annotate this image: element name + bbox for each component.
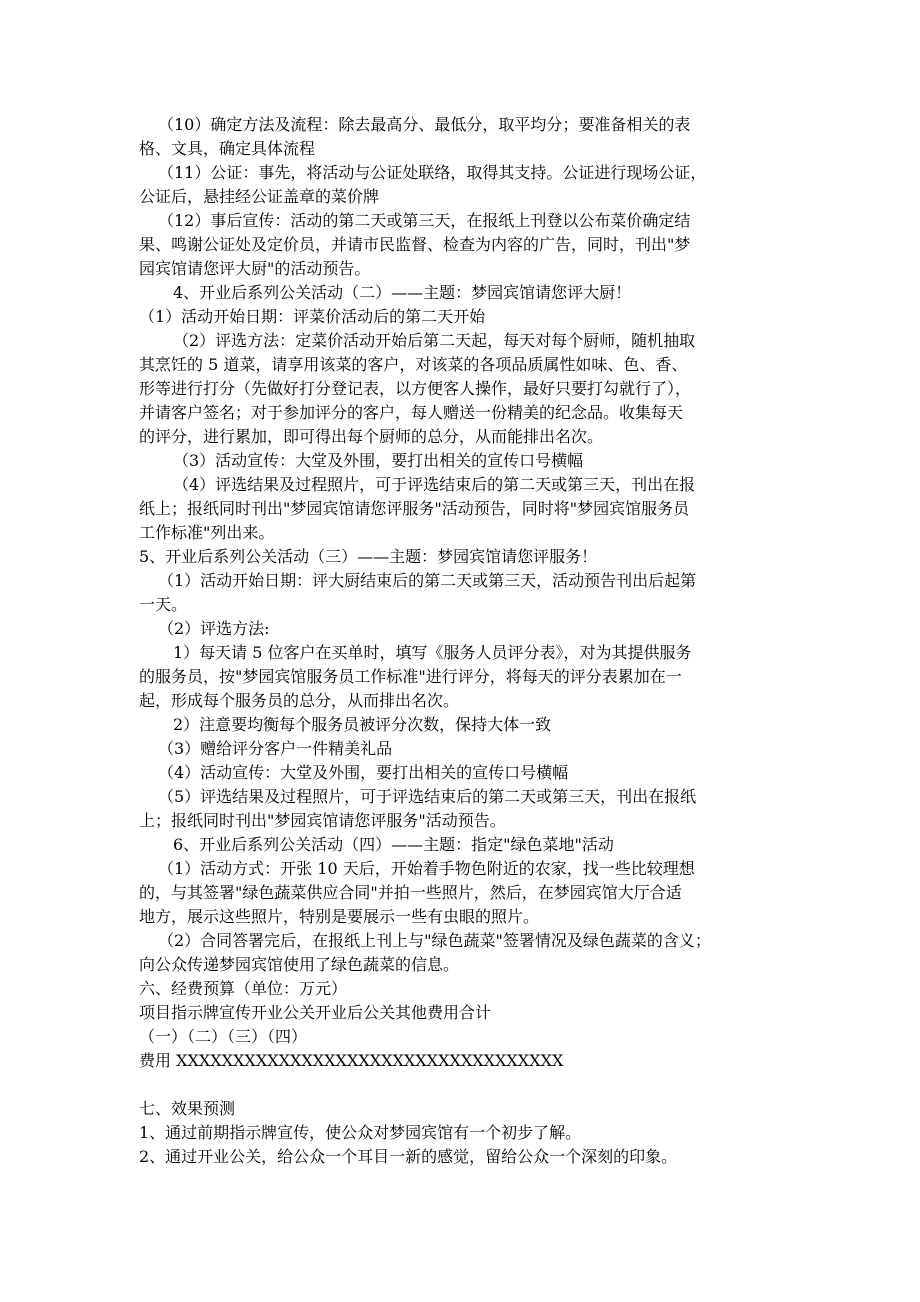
- budget-table-subheader: （一）（二）（三）（四）: [139, 1027, 308, 1046]
- text-line: 2）注意要均衡每个服务员被评分次数，保持大体一致: [173, 715, 552, 734]
- text-line: （4）评选结果及过程照片，可于评选结束后的第二天或第三天，刊出在报: [173, 475, 696, 494]
- text-line: （10）确定方法及流程：除去最高分、最低分，取平均分；要准备相关的表: [158, 115, 691, 134]
- text-line: 1、通过前期指示牌宣传，使公众对梦园宾馆有一个初步了解。: [139, 1123, 582, 1142]
- text-line: 起，形成每个服务员的总分，从而排出名次。: [139, 691, 460, 710]
- text-line: 其烹饪的 5 道菜，请享用该菜的客户，对该菜的各项品质属性如味、色、香、: [139, 355, 688, 374]
- text-line: 园宾馆请您评大厨"的活动预告。: [139, 259, 371, 278]
- section-heading: 6、开业后系列公关活动（四）——主题：指定"绿色菜地"活动: [173, 835, 614, 854]
- text-line: （11）公证：事先，将活动与公证处联络，取得其支持。公证进行现场公证，: [158, 163, 707, 182]
- text-line: 工作标准"列出来。: [139, 523, 275, 542]
- text-line: 的评分，进行累加，即可得出每个厨师的总分，从而能排出名次。: [139, 427, 604, 446]
- text-line: 的服务员，按"梦园宾馆服务员工作标准"进行评分，将每天的评分表累加在一: [139, 667, 682, 686]
- text-line: 一天。: [139, 595, 188, 614]
- text-line: （1）活动方式：开张 10 天后，开始着手物色附近的农家，找一些比较理想: [158, 859, 695, 878]
- text-line: 纸上；报纸同时刊出"梦园宾馆请您评服务"活动预告，同时将"梦园宾馆服务员: [139, 499, 690, 518]
- text-line: 向公众传递梦园宾馆使用了绿色蔬菜的信息。: [139, 955, 460, 974]
- budget-table-header: 项目指示牌宣传开业公关开业后公关其他费用合计: [139, 1003, 492, 1022]
- text-line: （1）活动开始日期：评菜价活动后的第二天开始: [139, 307, 486, 326]
- text-line: 1）每天请 5 位客户在买单时，填写《服务人员评分表》，对为其提供服务: [173, 643, 692, 662]
- text-line: 上；报纸同时刊出"梦园宾馆请您评服务"活动预告。: [139, 811, 506, 830]
- section-heading: 5、开业后系列公关活动（三）——主题：梦园宾馆请您评服务！: [139, 547, 598, 566]
- text-line: （3）活动宣传：大堂及外围，要打出相关的宣传口号横幅: [173, 451, 584, 470]
- section-heading: 七、效果预测: [139, 1099, 236, 1118]
- text-line: （12）事后宣传：活动的第二天或第三天，在报纸上刊登以公布菜价确定结: [158, 211, 691, 230]
- text-line: （2）合同答署完后，在报纸上刊上与"绿色蔬菜"签署情况及绿色蔬菜的含义；: [158, 931, 711, 950]
- section-heading: 六、经费预算（单位：万元）: [139, 979, 348, 998]
- text-line: 果、鸣谢公证处及定价员，并请市民监督、检查为内容的广告，同时，刊出"梦: [139, 235, 691, 254]
- budget-table-row: 费用 XXXXXXXXXXXXXXXXXXXXXXXXXXXXXXXXXX: [139, 1051, 564, 1070]
- text-line: （2）评选方法：定菜价活动开始后第二天起，每天对每个厨师，随机抽取: [173, 331, 696, 350]
- text-line: 并请客户签名；对于参加评分的客户，每人赠送一份精美的纪念品。收集每天: [139, 403, 684, 422]
- section-heading: 4、开业后系列公关活动（二）——主题：梦园宾馆请您评大厨！: [173, 283, 632, 302]
- text-line: 公证后，悬挂经公证盖章的菜价牌: [139, 187, 380, 206]
- text-line: 格、文具，确定具体流程: [139, 139, 316, 158]
- text-line: 地方，展示这些照片，特别是要展示一些有虫眼的照片。: [139, 907, 540, 926]
- text-line: （2）评选方法:: [158, 619, 270, 638]
- text-line: 的，与其签署"绿色蔬菜供应合同"并拍一些照片，然后，在梦园宾馆大厅合适: [139, 883, 682, 902]
- text-line: （3）赠给评分客户一件精美礼品: [158, 739, 393, 758]
- text-line: 形等进行打分（先做好打分登记表，以方便客人操作，最好只要打勾就行了），: [139, 379, 692, 398]
- text-line: 2、通过开业公关，给公众一个耳目一新的感觉，留给公众一个深刻的印象。: [139, 1147, 678, 1166]
- text-line: （1）活动开始日期：评大厨结束后的第二天或第三天，活动预告刊出后起第: [158, 571, 697, 590]
- text-line: （4）活动宣传：大堂及外围，要打出相关的宣传口号横幅: [158, 763, 569, 782]
- text-line: （5）评选结果及过程照片，可于评选结束后的第二天或第三天，刊出在报纸: [158, 787, 697, 806]
